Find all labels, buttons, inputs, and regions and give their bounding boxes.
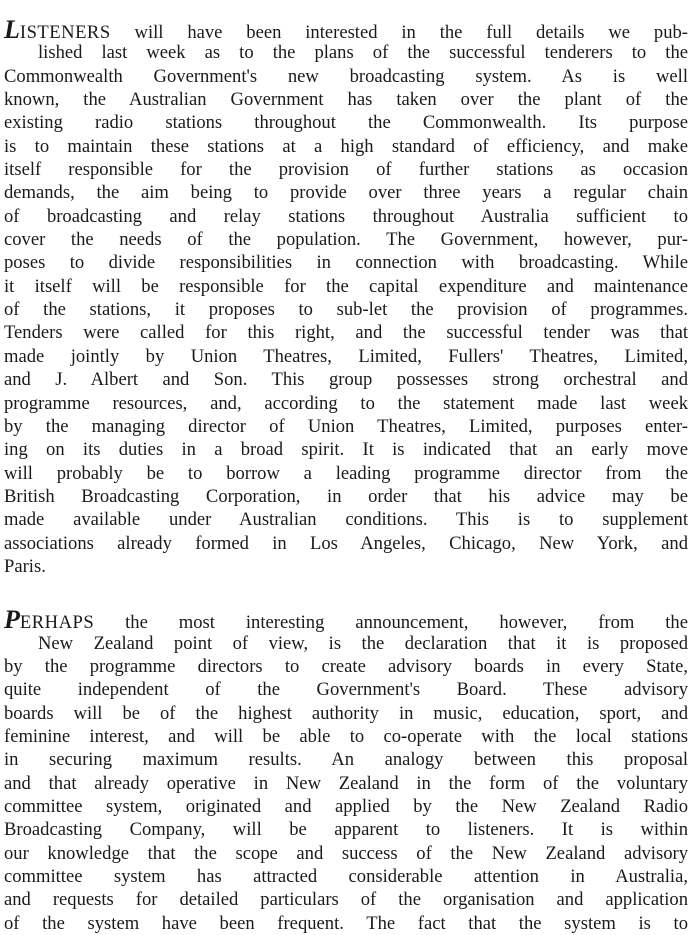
text-line: committee system has attracted considerable attention in Australia, xyxy=(4,866,688,888)
text-line xyxy=(4,15,688,44)
text-line: ing on its duties in a broad spirit. It is indicated that an early move xyxy=(4,439,688,461)
text-line: of the stations, it proposes to sub-let the provision of programmes. xyxy=(4,299,688,321)
paragraph-perhaps xyxy=(4,605,688,935)
text-line: programme resources, and, according to the statement made last week xyxy=(4,392,688,414)
article-page xyxy=(4,15,688,935)
paragraph-gap xyxy=(4,578,688,608)
text-line: of the system have been frequent. The fact that the system is to xyxy=(4,912,688,934)
text-line: cover the needs of the population. The Government, however, pur- xyxy=(4,229,688,251)
text-line: associations already formed in Los Angeles, Chicago, New York, and xyxy=(4,532,688,554)
text-line: and requests for detailed particulars of the organisation and application xyxy=(4,889,688,911)
text-line: and J. Albert and Son. This group possesses strong orchestral and xyxy=(4,369,688,391)
text-line: our knowledge that the scope and success of the New Zealand advisory xyxy=(4,842,688,864)
text-line: it itself will be responsible for the capital expenditure and maintenance xyxy=(4,275,688,297)
line-text: will have been interested in the full details we pub- xyxy=(110,22,688,43)
text-line: demands, the aim being to provide over three years a regular chain xyxy=(4,182,688,204)
text-line: Broadcasting Company, will be apparent to listeners. It is within xyxy=(4,819,688,841)
text-line: and that already operative in New Zealand in the form of the voluntary xyxy=(4,772,688,794)
text-line: itself responsible for the provision of further stations as occasion xyxy=(4,159,688,181)
text-line: committee system, originated and applied by the New Zealand Radio xyxy=(4,796,688,817)
paragraph-listeners xyxy=(4,15,688,578)
text-line: poses to divide responsibilities in connection with broadcasting. While xyxy=(4,252,688,274)
text-line: quite independent of the Government's Board. These advisory xyxy=(4,679,688,701)
text-line: British Broadcasting Corporation, in order that his advice may be xyxy=(4,485,688,507)
lead-word: ERHAPS xyxy=(19,612,95,634)
text-line: made available under Australian conditions. This is to supplement xyxy=(4,509,688,531)
text-line: known, the Australian Government has taken over the plant of the xyxy=(4,89,688,111)
dropcap: L xyxy=(4,15,20,44)
text-line: is to maintain these stations at a high standard of efficiency, and make xyxy=(4,135,688,157)
lead-word: ISTENERS xyxy=(19,22,111,43)
text-line: by the programme directors to create advisory boards in every State, xyxy=(4,655,688,677)
text-line: existing radio stations throughout the Commonwealth. Its purpose xyxy=(4,112,688,134)
text-line: lished last week as to the plans of the successful tenderers to the xyxy=(38,42,688,64)
text-line: in securing maximum results. An analogy between this proposal xyxy=(4,749,688,771)
dropcap: P xyxy=(4,605,20,635)
text-line xyxy=(4,605,688,635)
text-line: Commonwealth Government's new broadcasting system. As is well xyxy=(4,65,688,87)
text-line: of broadcasting and relay stations throughout Australia sufficient to xyxy=(4,205,688,227)
text-line: feminine interest, and will be able to co-operate with the local stations xyxy=(4,725,688,747)
text-line: will probably be to borrow a leading programme director from the xyxy=(4,462,688,484)
text-line: Tenders were called for this right, and the successful tender was that xyxy=(4,322,688,344)
text-line: boards will be of the highest authority in music, education, sport, and xyxy=(4,702,688,724)
text-line: made jointly by Union Theatres, Limited, Fullers' Theatres, Limited, xyxy=(4,345,688,367)
text-line: by the managing director of Union Theatres, Limited, purposes enter- xyxy=(4,415,688,437)
text-line: New Zealand point of view, is the declaration that it is proposed xyxy=(38,632,688,654)
line-text: the most interesting announcement, however, from the xyxy=(94,612,688,634)
text-line: Paris. xyxy=(4,555,46,577)
